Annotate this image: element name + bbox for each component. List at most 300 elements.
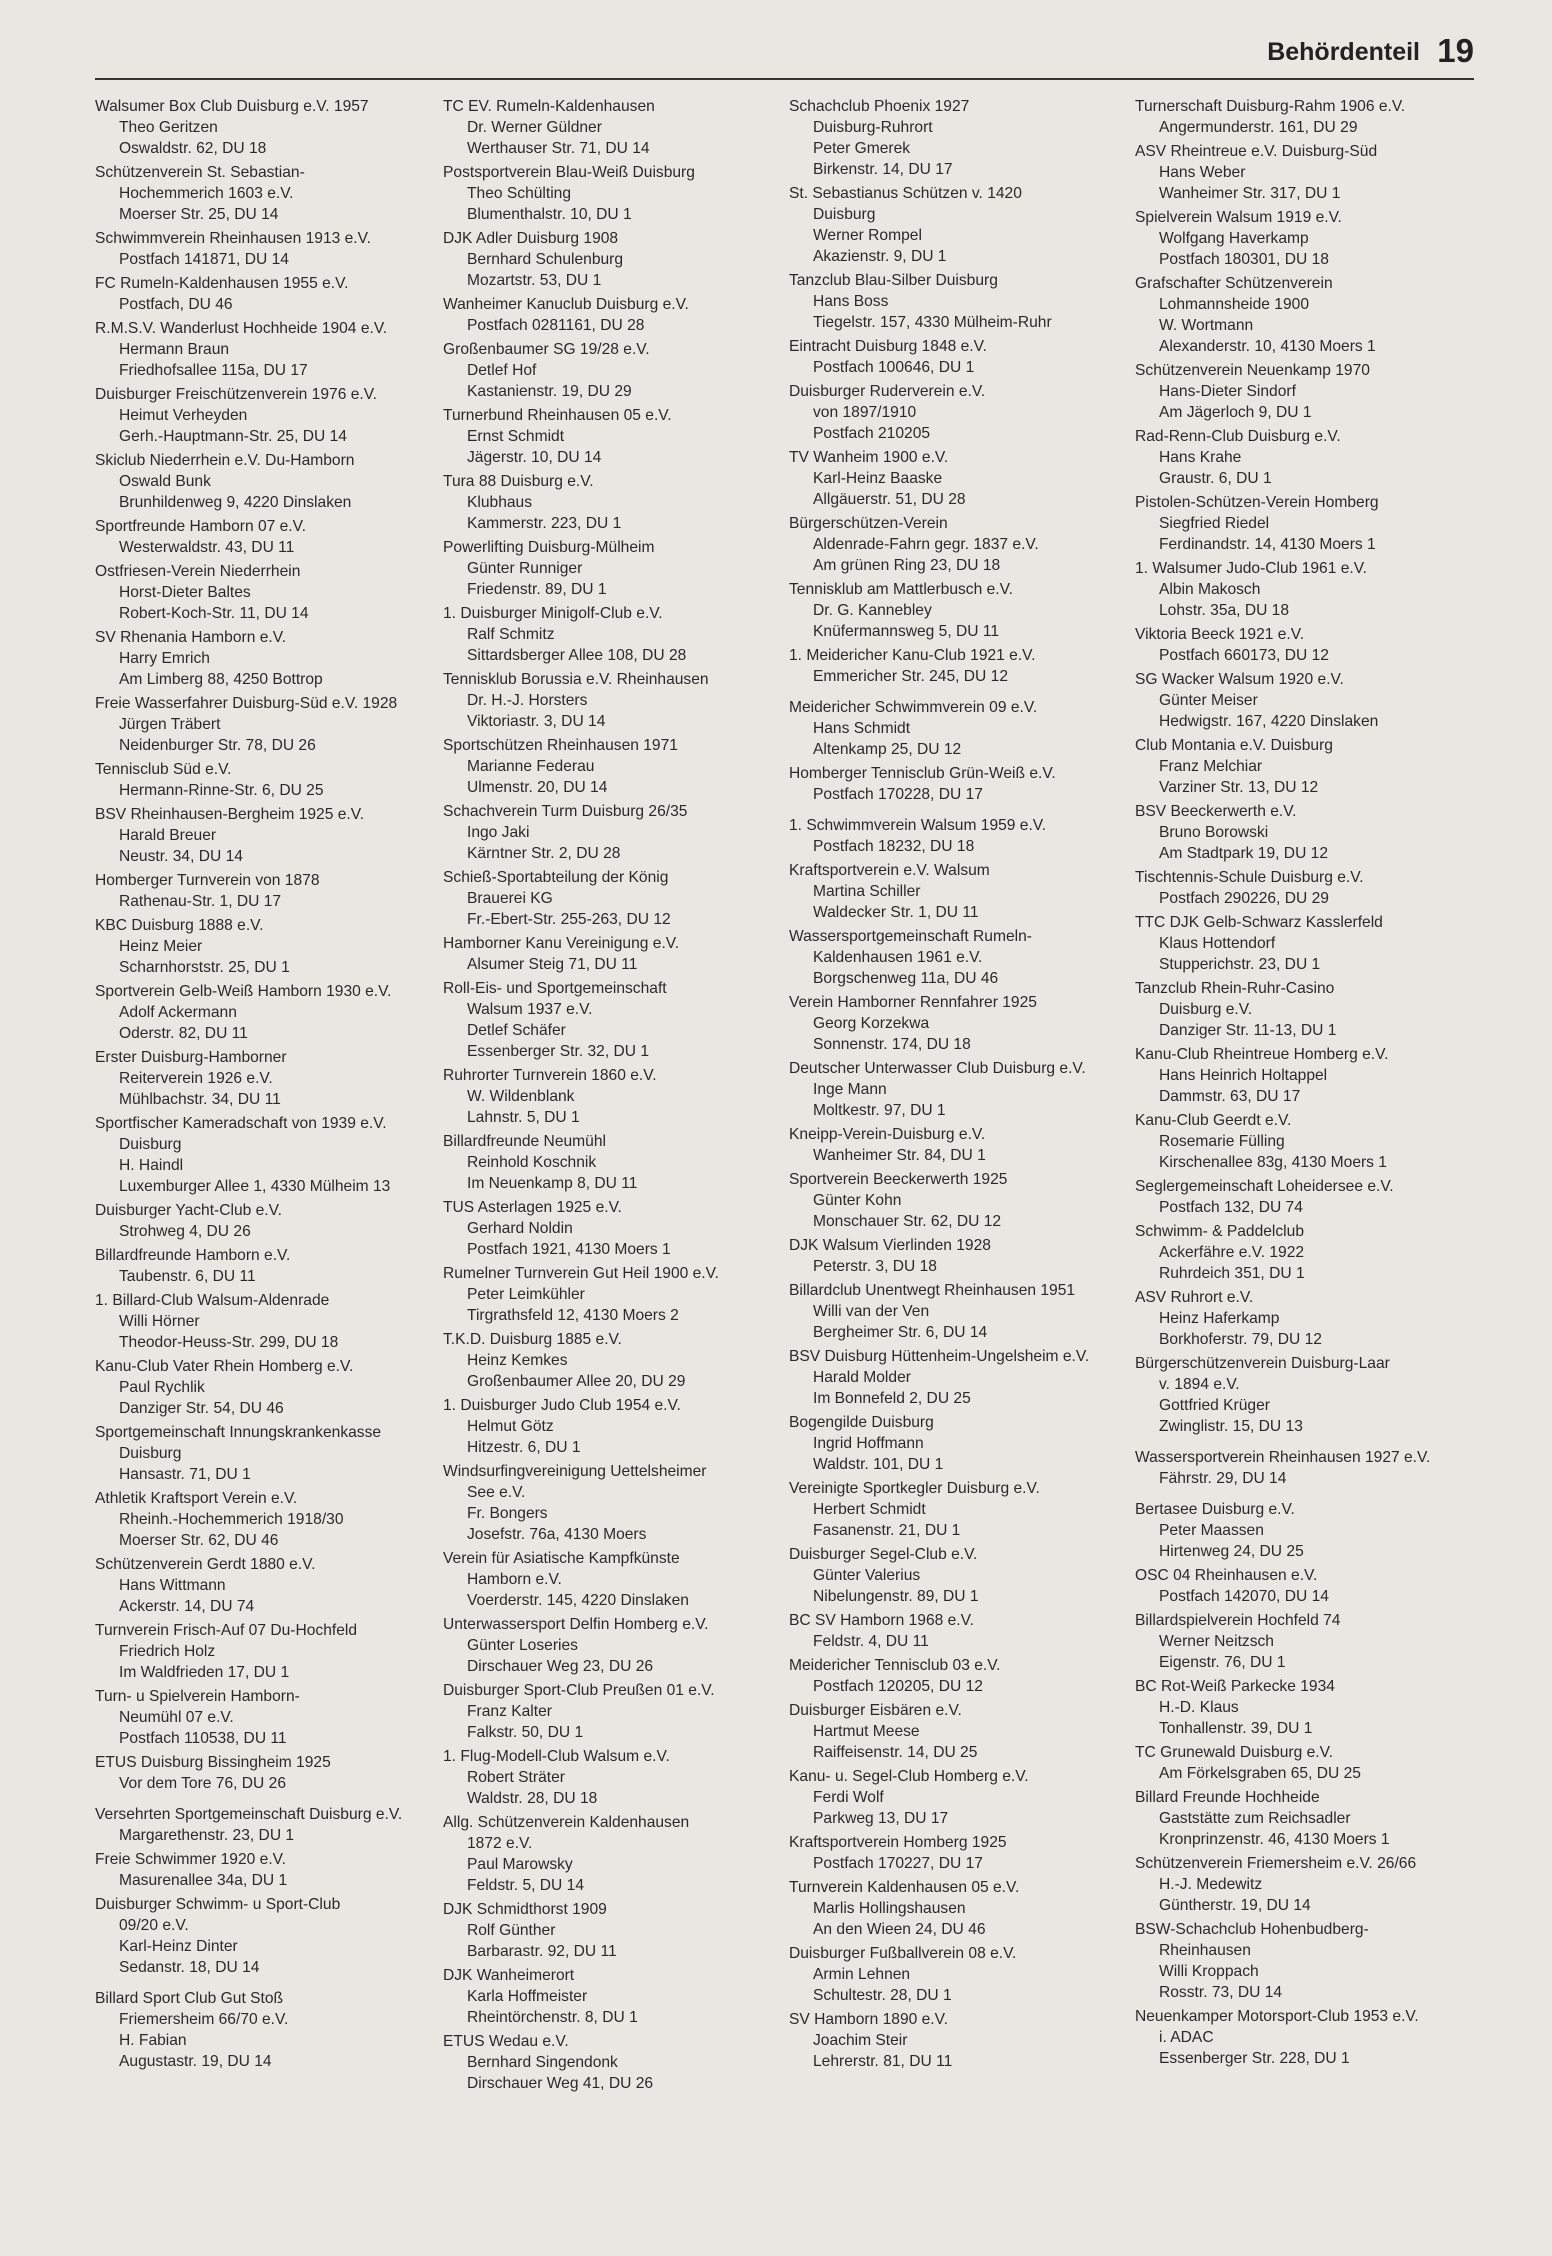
entry-club-name: SG Wacker Walsum 1920 e.V.	[1135, 671, 1344, 688]
entry-detail-line: Rosstr. 73, DU 14	[1159, 1984, 1283, 2001]
entry-club-name: TTC DJK Gelb-Schwarz Kasslerfeld	[1135, 914, 1383, 931]
entry-detail-line: Voerderstr. 145, 4220 Dinslaken	[467, 1592, 689, 1609]
entry-club-name: Skiclub Niederrhein e.V. Du-Hamborn	[95, 452, 355, 469]
entry-detail-line: Werthauser Str. 71, DU 14	[467, 140, 650, 157]
directory-entry	[443, 405, 788, 468]
directory-entry	[1135, 912, 1480, 975]
entry-club-name: Sportfreunde Hamborn 07 e.V.	[95, 518, 306, 535]
page-number: 19	[1437, 32, 1474, 69]
directory-entry	[789, 860, 1134, 923]
entry-detail-line: Willi van der Ven	[813, 1303, 930, 1320]
entry-detail-line: Fr.-Ebert-Str. 255-263, DU 12	[467, 911, 671, 928]
directory-entry	[789, 697, 1134, 760]
entry-detail-line: Ackerfähre e.V. 1922	[1159, 1244, 1305, 1261]
entry-club-name: Viktoria Beeck 1921 e.V.	[1135, 626, 1305, 643]
entry-detail-line: Ulmenstr. 20, DU 14	[467, 779, 608, 796]
entry-detail-line: Werner Neitzsch	[1159, 1633, 1274, 1650]
entry-club-name: SV Hamborn 1890 e.V.	[789, 2011, 948, 2028]
entry-detail-line: Karla Hoffmeister	[467, 1988, 588, 2005]
directory-entry	[95, 1290, 440, 1353]
entry-detail-line: Stupperichstr. 23, DU 1	[1159, 956, 1321, 973]
directory-entry	[95, 1988, 440, 2072]
entry-detail-line: Hitzestr. 6, DU 1	[467, 1439, 581, 1456]
entry-detail-line: W. Wildenblank	[467, 1088, 575, 1105]
entry-detail-line: Alsumer Steig 71, DU 11	[467, 956, 638, 973]
entry-detail-line: Kaldenhausen 1961 e.V.	[813, 949, 983, 966]
entry-detail-line: Reiterverein 1926 e.V.	[119, 1070, 273, 1087]
directory-entry	[789, 1610, 1134, 1652]
entry-detail-line: Marianne Federau	[467, 758, 595, 775]
directory-entry	[95, 1488, 440, 1551]
entry-detail-line: Masurenallee 34a, DU 1	[119, 1872, 288, 1889]
entry-club-name: Sportgemeinschaft Innungskrankenkasse	[95, 1424, 382, 1441]
entry-club-name: BSW-Schachclub Hohenbudberg-	[1135, 1921, 1369, 1938]
entry-detail-line: Postfach 110538, DU 11	[119, 1730, 287, 1747]
directory-entry	[1135, 207, 1480, 270]
directory-entry	[789, 815, 1134, 857]
entry-detail-line: Sonnenstr. 174, DU 18	[813, 1036, 971, 1053]
entry-detail-line: Parkweg 13, DU 17	[813, 1810, 949, 1827]
entry-club-name: Tennisklub Borussia e.V. Rheinhausen	[443, 671, 709, 688]
directory-column-4	[1135, 96, 1480, 2072]
entry-detail-line: Feldstr. 5, DU 14	[467, 1877, 584, 1894]
entry-club-name: Windsurfingvereinigung Uettelsheimer	[443, 1463, 707, 1480]
entry-club-name: Schützenverein Neuenkamp 1970	[1135, 362, 1370, 379]
entry-detail-line: Willi Kroppach	[1159, 1963, 1259, 1980]
entry-detail-line: Jürgen Träbert	[119, 716, 221, 733]
entry-detail-line: Vor dem Tore 76, DU 26	[119, 1775, 286, 1792]
entry-club-name: TV Wanheim 1900 e.V.	[789, 449, 949, 466]
entry-club-name: Walsumer Box Club Duisburg e.V. 1957	[95, 98, 369, 115]
entry-club-name: Schützenverein Gerdt 1880 e.V.	[95, 1556, 316, 1573]
entry-club-name: FC Rumeln-Kaldenhausen 1955 e.V.	[95, 275, 349, 292]
entry-detail-line: Essenberger Str. 32, DU 1	[467, 1043, 650, 1060]
entry-club-name: BSV Rheinhausen-Bergheim 1925 e.V.	[95, 806, 365, 823]
directory-entry	[95, 561, 440, 624]
entry-club-name: Rumelner Turnverein Gut Heil 1900 e.V.	[443, 1265, 719, 1282]
directory-entry	[443, 1263, 788, 1326]
entry-club-name: TUS Asterlagen 1925 e.V.	[443, 1199, 622, 1216]
entry-club-name: DJK Wanheimerort	[443, 1967, 575, 1984]
entry-detail-line: Angermunderstr. 161, DU 29	[1159, 119, 1358, 136]
entry-detail-line: Postfach 660173, DU 12	[1159, 647, 1329, 664]
directory-entry	[95, 162, 440, 225]
directory-entry	[789, 1700, 1134, 1763]
entry-detail-line: Ferdi Wolf	[813, 1789, 884, 1806]
entry-detail-line: v. 1894 e.V.	[1159, 1376, 1240, 1393]
entry-club-name: Billard Sport Club Gut Stoß	[95, 1990, 284, 2007]
entry-detail-line: Hansastr. 71, DU 1	[119, 1466, 251, 1483]
entry-detail-line: Bergheimer Str. 6, DU 14	[813, 1324, 988, 1341]
directory-entry	[1135, 1110, 1480, 1173]
directory-entry	[1135, 360, 1480, 423]
directory-entry	[95, 1620, 440, 1683]
entry-detail-line: Karl-Heinz Baaske	[813, 470, 943, 487]
directory-entry	[95, 915, 440, 978]
entry-detail-line: Strohweg 4, DU 26	[119, 1223, 251, 1240]
directory-entry	[1135, 426, 1480, 489]
entry-detail-line: Günter Valerius	[813, 1567, 921, 1584]
page-header	[95, 28, 1474, 80]
entry-detail-line: Hedwigstr. 167, 4220 Dinslaken	[1159, 713, 1379, 730]
entry-club-name: Duisburger Fußballverein 08 e.V.	[789, 1945, 1017, 1962]
directory-entry	[1135, 1742, 1480, 1784]
entry-detail-line: Gerhard Noldin	[467, 1220, 573, 1237]
entry-detail-line: Monschauer Str. 62, DU 12	[813, 1213, 1002, 1230]
entry-detail-line: Waldecker Str. 1, DU 11	[813, 904, 979, 921]
directory-entry	[95, 804, 440, 867]
entry-detail-line: Postfach 170228, DU 17	[813, 786, 983, 803]
entry-club-name: 1. Duisburger Judo Club 1954 e.V.	[443, 1397, 681, 1414]
directory-entry	[95, 1356, 440, 1419]
entry-detail-line: Fr. Bongers	[467, 1505, 548, 1522]
directory-entry	[1135, 141, 1480, 204]
directory-entry	[443, 1680, 788, 1743]
directory-entry	[443, 1548, 788, 1611]
directory-entry	[443, 2031, 788, 2094]
entry-detail-line: Rathenau-Str. 1, DU 17	[119, 893, 282, 910]
directory-entry	[95, 1047, 440, 1110]
directory-entry	[95, 96, 440, 159]
directory-entry	[789, 381, 1134, 444]
directory-entry	[443, 1461, 788, 1545]
entry-detail-line: Wolfgang Haverkamp	[1159, 230, 1309, 247]
entry-detail-line: Postfach, DU 46	[119, 296, 233, 313]
directory-entry	[789, 1346, 1134, 1409]
directory-entry	[1135, 735, 1480, 798]
entry-detail-line: Heinz Kemkes	[467, 1352, 568, 1369]
entry-detail-line: Robert-Koch-Str. 11, DU 14	[119, 605, 309, 622]
directory-entry	[1135, 1447, 1480, 1489]
entry-detail-line: Willi Hörner	[119, 1313, 200, 1330]
entry-club-name: Tanzclub Blau-Silber Duisburg	[789, 272, 998, 289]
entry-club-name: Pistolen-Schützen-Verein Homberg	[1135, 494, 1379, 511]
directory-entry	[443, 1395, 788, 1458]
entry-club-name: Kanu-Club Rheintreue Homberg e.V.	[1135, 1046, 1389, 1063]
entry-club-name: Freie Schwimmer 1920 e.V.	[95, 1851, 286, 1868]
entry-detail-line: Georg Korzekwa	[813, 1015, 930, 1032]
entry-club-name: Duisburger Eisbären e.V.	[789, 1702, 962, 1719]
entry-detail-line: Fasanenstr. 21, DU 1	[813, 1522, 961, 1539]
directory-entry	[95, 1422, 440, 1485]
directory-entry	[789, 1058, 1134, 1121]
entry-detail-line: von 1897/1910	[813, 404, 917, 421]
entry-detail-line: Dr. G. Kannebley	[813, 602, 932, 619]
entry-club-name: Kanu-Club Vater Rhein Homberg e.V.	[95, 1358, 354, 1375]
entry-detail-line: Oswaldstr. 62, DU 18	[119, 140, 267, 157]
entry-club-name: Duisburger Schwimm- u Sport-Club	[95, 1896, 341, 1913]
entry-club-name: ASV Rheintreue e.V. Duisburg-Süd	[1135, 143, 1378, 160]
entry-detail-line: Harald Breuer	[119, 827, 217, 844]
directory-entry	[789, 2009, 1134, 2072]
entry-detail-line: Schultestr. 28, DU 1	[813, 1987, 952, 2004]
entry-detail-line: An den Wieen 24, DU 46	[813, 1921, 986, 1938]
entry-detail-line: Kastanienstr. 19, DU 29	[467, 383, 632, 400]
directory-entry	[95, 450, 440, 513]
entry-detail-line: Bruno Borowski	[1159, 824, 1269, 841]
entry-club-name: 1. Flug-Modell-Club Walsum e.V.	[443, 1748, 670, 1765]
directory-entry	[443, 1131, 788, 1194]
directory-entry	[443, 801, 788, 864]
entry-detail-line: Klubhaus	[467, 494, 533, 511]
entry-detail-line: Ingo Jaki	[467, 824, 530, 841]
entry-club-name: Schwimmverein Rheinhausen 1913 e.V.	[95, 230, 371, 247]
entry-detail-line: Borgschenweg 11a, DU 46	[813, 970, 999, 987]
entry-detail-line: Duisburg	[119, 1136, 182, 1153]
entry-club-name: Deutscher Unterwasser Club Duisburg e.V.	[789, 1060, 1086, 1077]
entry-detail-line: Dirschauer Weg 23, DU 26	[467, 1658, 654, 1675]
entry-club-name: Großenbaumer SG 19/28 e.V.	[443, 341, 650, 358]
entry-detail-line: Heinz Haferkamp	[1159, 1310, 1280, 1327]
directory-entry	[789, 645, 1134, 687]
entry-detail-line: Joachim Steir	[813, 2032, 908, 2049]
entry-club-name: Schützenverein Friemersheim e.V. 26/66	[1135, 1855, 1417, 1872]
directory-entry	[1135, 1610, 1480, 1673]
entry-detail-line: Hans Krahe	[1159, 449, 1242, 466]
entry-detail-line: Ackerstr. 14, DU 74	[119, 1598, 255, 1615]
entry-detail-line: Ralf Schmitz	[467, 626, 555, 643]
directory-entry	[1135, 624, 1480, 666]
entry-detail-line: Postfach 180301, DU 18	[1159, 251, 1329, 268]
directory-entry	[789, 1544, 1134, 1607]
entry-club-name: Billard Freunde Hochheide	[1135, 1789, 1320, 1806]
entry-detail-line: Rosemarie Fülling	[1159, 1133, 1285, 1150]
directory-columns	[0, 96, 1552, 2246]
entry-club-name: Billardspielverein Hochfeld 74	[1135, 1612, 1341, 1629]
entry-detail-line: Wanheimer Str. 84, DU 1	[813, 1147, 986, 1164]
entry-detail-line: Moerser Str. 62, DU 46	[119, 1532, 279, 1549]
entry-detail-line: Postfach 1921, 4130 Moers 1	[467, 1241, 671, 1258]
entry-detail-line: Wanheimer Str. 317, DU 1	[1159, 185, 1341, 202]
entry-detail-line: Hans-Dieter Sindorf	[1159, 383, 1296, 400]
directory-entry	[95, 1686, 440, 1749]
entry-club-name: Turn- u Spielverein Hamborn-	[95, 1688, 300, 1705]
entry-detail-line: Mozartstr. 53, DU 1	[467, 272, 602, 289]
entry-detail-line: Rheinhausen	[1159, 1942, 1251, 1959]
entry-club-name: ASV Ruhrort e.V.	[1135, 1289, 1254, 1306]
entry-detail-line: Postfach 18232, DU 18	[813, 838, 975, 855]
entry-detail-line: Graustr. 6, DU 1	[1159, 470, 1272, 487]
entry-club-name: OSC 04 Rheinhausen e.V.	[1135, 1567, 1318, 1584]
directory-entry	[443, 603, 788, 666]
entry-detail-line: Hirtenweg 24, DU 25	[1159, 1543, 1304, 1560]
entry-club-name: Homberger Turnverein von 1878	[95, 872, 320, 889]
entry-detail-line: Tirgrathsfeld 12, 4130 Moers 2	[467, 1307, 679, 1324]
directory-entry	[1135, 96, 1480, 138]
entry-detail-line: Peter Leimkühler	[467, 1286, 585, 1303]
entry-club-name: R.M.S.V. Wanderlust Hochheide 1904 e.V.	[95, 320, 388, 337]
entry-detail-line: Postfach 120205, DU 12	[813, 1678, 983, 1695]
entry-detail-line: Postfach 170227, DU 17	[813, 1855, 983, 1872]
entry-club-name: ETUS Duisburg Bissingheim 1925	[95, 1754, 331, 1771]
entry-detail-line: Essenberger Str. 228, DU 1	[1159, 2050, 1350, 2067]
entry-club-name: 1. Duisburger Minigolf-Club e.V.	[443, 605, 663, 622]
entry-detail-line: Hermann-Rinne-Str. 6, DU 25	[119, 782, 324, 799]
entry-club-name: Bertasee Duisburg e.V.	[1135, 1501, 1295, 1518]
entry-detail-line: Bernhard Singendonk	[467, 2054, 618, 2071]
entry-detail-line: Im Waldfrieden 17, DU 1	[119, 1664, 290, 1681]
entry-club-name: Sportverein Beeckerwerth 1925	[789, 1171, 1008, 1188]
entry-detail-line: Hans Heinrich Holtappel	[1159, 1067, 1328, 1084]
entry-club-name: Duisburger Ruderverein e.V.	[789, 383, 986, 400]
entry-club-name: 1. Meidericher Kanu-Club 1921 e.V.	[789, 647, 1036, 664]
directory-entry	[1135, 558, 1480, 621]
entry-detail-line: Duisburg-Ruhrort	[813, 119, 933, 136]
directory-entry	[1135, 1565, 1480, 1607]
entry-club-name: Schachverein Turm Duisburg 26/35	[443, 803, 688, 820]
directory-entry	[443, 978, 788, 1062]
entry-detail-line: Tiegelstr. 157, 4330 Mülheim-Ruhr	[813, 314, 1052, 331]
entry-detail-line: Güntherstr. 19, DU 14	[1159, 1897, 1311, 1914]
entry-detail-line: Gaststätte zum Reichsadler	[1159, 1810, 1351, 1827]
entry-detail-line: Fährstr. 29, DU 14	[1159, 1470, 1287, 1487]
entry-club-name: Sportverein Gelb-Weiß Hamborn 1930 e.V.	[95, 983, 392, 1000]
entry-detail-line: Peter Gmerek	[813, 140, 911, 157]
entry-detail-line: Danziger Str. 11-13, DU 1	[1159, 1022, 1337, 1039]
entry-club-name: Eintracht Duisburg 1848 e.V.	[789, 338, 987, 355]
directory-entry	[443, 162, 788, 225]
entry-detail-line: Hans Wittmann	[119, 1577, 226, 1594]
directory-entry	[95, 1245, 440, 1287]
entry-club-name: Erster Duisburg-Hamborner	[95, 1049, 287, 1066]
entry-club-name: Sportfischer Kameradschaft von 1939 e.V.	[95, 1115, 387, 1132]
directory-entry	[1135, 1919, 1480, 2003]
entry-club-name: Duisburger Freischützenverein 1976 e.V.	[95, 386, 378, 403]
directory-entry	[443, 1812, 788, 1896]
entry-detail-line: Am Förkelsgraben 65, DU 25	[1159, 1765, 1361, 1782]
directory-entry	[95, 318, 440, 381]
entry-detail-line: Alexanderstr. 10, 4130 Moers 1	[1159, 338, 1376, 355]
directory-entry	[443, 669, 788, 732]
directory-entry	[789, 183, 1134, 267]
directory-entry	[443, 96, 788, 159]
entry-detail-line: Peterstr. 3, DU 18	[813, 1258, 937, 1275]
entry-detail-line: Barbarastr. 92, DU 11	[467, 1943, 617, 1960]
entry-club-name: Duisburger Segel-Club e.V.	[789, 1546, 978, 1563]
entry-club-name: Tennisklub am Mattlerbusch e.V.	[789, 581, 1013, 598]
entry-detail-line: Margarethenstr. 23, DU 1	[119, 1827, 295, 1844]
entry-club-name: Sportschützen Rheinhausen 1971	[443, 737, 678, 754]
entry-detail-line: Am grünen Ring 23, DU 18	[813, 557, 1001, 574]
entry-detail-line: Dr. H.-J. Horsters	[467, 692, 588, 709]
entry-club-name: Versehrten Sportgemeinschaft Duisburg e.V.	[95, 1806, 403, 1823]
directory-entry	[443, 294, 788, 336]
entry-club-name: DJK Adler Duisburg 1908	[443, 230, 619, 247]
directory-entry	[1135, 1853, 1480, 1916]
entry-detail-line: Walsum 1937 e.V.	[467, 1001, 593, 1018]
directory-entry	[1135, 492, 1480, 555]
entry-detail-line: Theodor-Heuss-Str. 299, DU 18	[119, 1334, 339, 1351]
entry-detail-line: Hans Schmidt	[813, 720, 911, 737]
directory-entry	[789, 763, 1134, 805]
entry-detail-line: Ferdinandstr. 14, 4130 Moers 1	[1159, 536, 1376, 553]
entry-club-name: T.K.D. Duisburg 1885 e.V.	[443, 1331, 622, 1348]
entry-detail-line: Hans Weber	[1159, 164, 1246, 181]
entry-detail-line: Rheinh.-Hochemmerich 1918/30	[119, 1511, 344, 1528]
entry-detail-line: H. Fabian	[119, 2032, 187, 2049]
entry-detail-line: Dirschauer Weg 41, DU 26	[467, 2075, 654, 2092]
entry-club-name: Powerlifting Duisburg-Mülheim	[443, 539, 655, 556]
entry-detail-line: Falkstr. 50, DU 1	[467, 1724, 584, 1741]
directory-entry	[95, 759, 440, 801]
entry-detail-line: i. ADAC	[1159, 2029, 1214, 2046]
entry-detail-line: Günter Loseries	[467, 1637, 578, 1654]
entry-detail-line: Birkenstr. 14, DU 17	[813, 161, 953, 178]
entry-detail-line: Augustastr. 19, DU 14	[119, 2053, 272, 2070]
entry-detail-line: Lohmannsheide 1900	[1159, 296, 1309, 313]
directory-entry	[443, 1065, 788, 1128]
directory-entry	[95, 1752, 440, 1794]
entry-detail-line: Werner Rompel	[813, 227, 922, 244]
entry-club-name: Bürgerschützenverein Duisburg-Laar	[1135, 1355, 1390, 1372]
entry-detail-line: Detlef Schäfer	[467, 1022, 566, 1039]
entry-detail-line: Günter Kohn	[813, 1192, 902, 1209]
entry-detail-line: H.-D. Klaus	[1159, 1699, 1239, 1716]
directory-entry	[1135, 867, 1480, 909]
entry-club-name: Bürgerschützen-Verein	[789, 515, 948, 532]
entry-club-name: Schützenverein St. Sebastian-	[95, 164, 305, 181]
entry-club-name: DJK Schmidthorst 1909	[443, 1901, 607, 1918]
directory-entry	[789, 1280, 1134, 1343]
entry-club-name: KBC Duisburg 1888 e.V.	[95, 917, 264, 934]
entry-detail-line: Am Stadtpark 19, DU 12	[1159, 845, 1329, 862]
entry-detail-line: Brauerei KG	[467, 890, 553, 907]
directory-entry	[789, 1124, 1134, 1166]
entry-detail-line: Hartmut Meese	[813, 1723, 920, 1740]
entry-club-name: Kraftsportverein e.V. Walsum	[789, 862, 990, 879]
entry-club-name: Turnverein Kaldenhausen 05 e.V.	[789, 1879, 1020, 1896]
entry-club-name: BC Rot-Weiß Parkecke 1934	[1135, 1678, 1335, 1695]
entry-detail-line: Tonhallenstr. 39, DU 1	[1159, 1720, 1313, 1737]
entry-club-name: Tanzclub Rhein-Ruhr-Casino	[1135, 980, 1335, 997]
entry-detail-line: Heimut Verheyden	[119, 407, 248, 424]
entry-detail-line: See e.V.	[467, 1484, 526, 1501]
entry-detail-line: Friemersheim 66/70 e.V.	[119, 2011, 289, 2028]
entry-detail-line: Horst-Dieter Baltes	[119, 584, 251, 601]
entry-detail-line: Allgäuerstr. 51, DU 28	[813, 491, 966, 508]
entry-detail-line: Hermann Braun	[119, 341, 230, 358]
directory-entry	[443, 735, 788, 798]
entry-club-name: Kanu- u. Segel-Club Homberg e.V.	[789, 1768, 1029, 1785]
directory-entry	[95, 981, 440, 1044]
entry-detail-line: Paul Marowsky	[467, 1856, 573, 1873]
entry-detail-line: Moerser Str. 25, DU 14	[119, 206, 279, 223]
entry-detail-line: Postfach 290226, DU 29	[1159, 890, 1329, 907]
entry-detail-line: Paul Rychlik	[119, 1379, 205, 1396]
entry-detail-line: Neustr. 34, DU 14	[119, 848, 243, 865]
entry-detail-line: Theo Geritzen	[119, 119, 218, 136]
entry-club-name: BSV Duisburg Hüttenheim-Ungelsheim e.V.	[789, 1348, 1090, 1365]
entry-club-name: Ruhrorter Turnverein 1860 e.V.	[443, 1067, 657, 1084]
entry-detail-line: Karl-Heinz Dinter	[119, 1938, 238, 1955]
entry-detail-line: Ruhrdeich 351, DU 1	[1159, 1265, 1305, 1282]
entry-club-name: Roll-Eis- und Sportgemeinschaft	[443, 980, 667, 997]
directory-entry	[443, 537, 788, 600]
entry-detail-line: Josefstr. 76a, 4130 Moers	[467, 1526, 647, 1543]
entry-detail-line: Franz Melchiar	[1159, 758, 1263, 775]
directory-entry	[443, 471, 788, 534]
entry-detail-line: Friedenstr. 89, DU 1	[467, 581, 607, 598]
entry-club-name: Tennisclub Süd e.V.	[95, 761, 232, 778]
entry-detail-line: Waldstr. 101, DU 1	[813, 1456, 944, 1473]
entry-club-name: Homberger Tennisclub Grün-Weiß e.V.	[789, 765, 1056, 782]
directory-entry	[443, 1965, 788, 2028]
entry-detail-line: Brunhildenweg 9, 4220 Dinslaken	[119, 494, 352, 511]
directory-entry	[789, 1832, 1134, 1874]
entry-detail-line: Zwinglistr. 15, DU 13	[1159, 1418, 1303, 1435]
entry-detail-line: Helmut Götz	[467, 1418, 554, 1435]
directory-entry	[789, 1169, 1134, 1232]
